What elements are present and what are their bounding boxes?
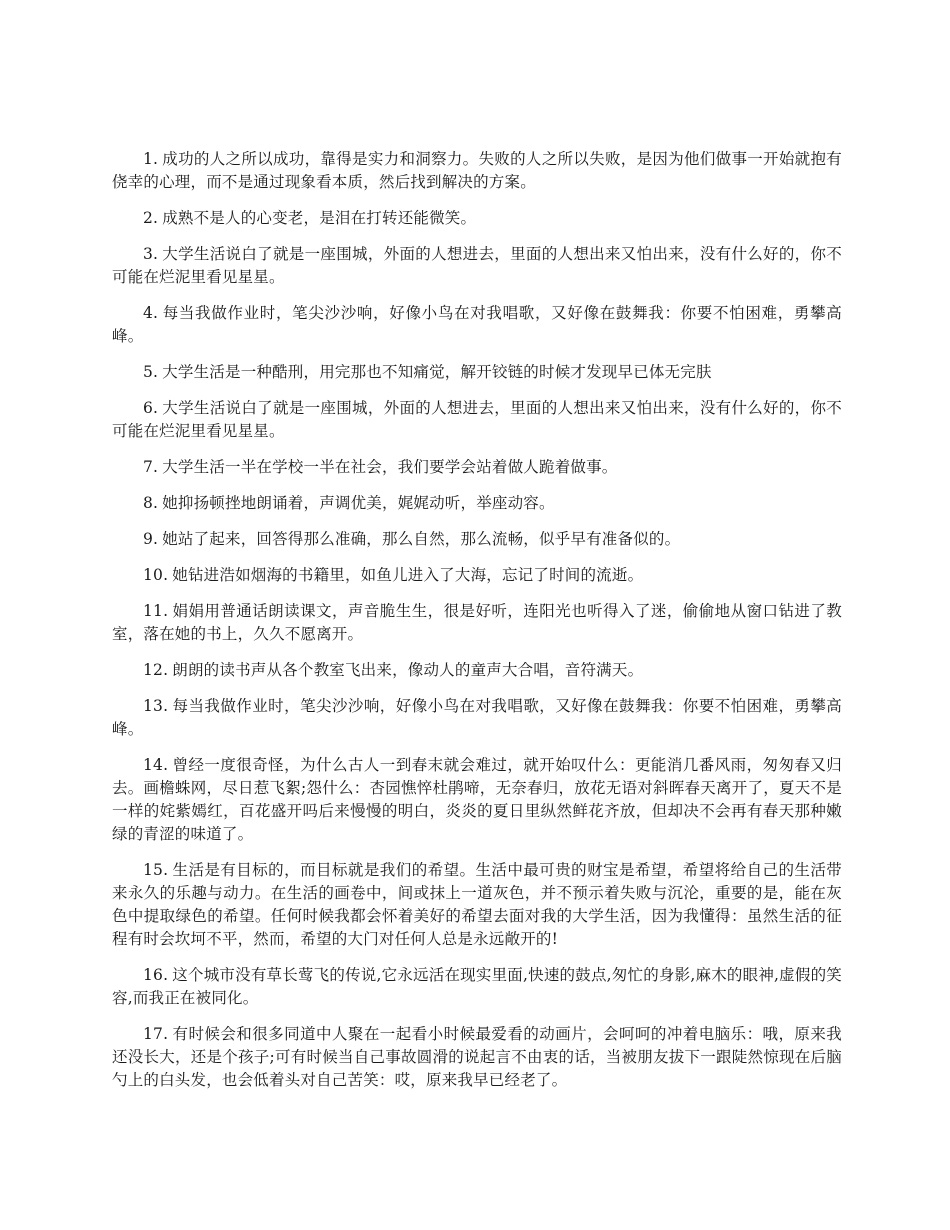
paragraph-text: 她站了起来，回答得那么准确，那么自然，那么流畅，似乎早有准备似的。: [162, 530, 681, 548]
paragraph-10: [112, 564, 842, 587]
paragraph-text: 朗朗的读书声从各个教室飞出来，像动人的童声大合唱，音符满天。: [172, 661, 644, 679]
paragraph-number: 16.: [143, 966, 169, 984]
paragraph-text: 每当我做作业时，笔尖沙沙响，好像小鸟在对我唱歌，又好像在鼓舞我：你要不怕困难，勇攀高峰。: [112, 304, 842, 345]
paragraph-6: [112, 397, 842, 443]
paragraph-number: 4.: [143, 304, 159, 322]
paragraph-text: 成熟不是人的心变老，是泪在打转还能微笑。: [162, 209, 477, 227]
paragraph-number: 11.: [143, 602, 169, 620]
paragraph-text: 曾经一度很奇怪，为什么古人一到春末就会难过，就开始叹什么：更能消几番风雨，匆匆春又归去。画檐蛛网，尽日惹飞絮;怨什么：杏园憔悴杜鹃啼，无奈春归，放花无语对斜晖春天离开了，夏天不是一样的姹紫嫣红，百花盛开吗后来慢慢的明白，炎炎的夏日里纵然鲜花齐放，但却决不会再有春天那种嫩绿的青涩的味道了。: [112, 756, 842, 843]
paragraph-17: [112, 1023, 842, 1092]
paragraph-15: [112, 859, 842, 951]
paragraph-text: 生活是有目标的，而目标就是我们的希望。生活中最可贵的财宝是希望，希望将给自己的生活带来永久的乐趣与动力。在生活的画卷中，间或抹上一道灰色，并不预示着失败与沉沦，重要的是，能在灰色中提取绿色的希望。任何时候我都会怀着美好的希望去面对我的大学生活，因为我懂得：虽然生活的征程有时会坎坷不平，然而，希望的大门对任何人总是永远敞开的!: [112, 861, 842, 948]
paragraph-number: 10.: [143, 566, 169, 584]
paragraph-7: [112, 456, 842, 479]
paragraph-number: 1.: [143, 150, 159, 168]
paragraph-text: 有时候会和很多同道中人聚在一起看小时候最爱看的动画片，会呵呵的冲着电脑乐：哦，原来我还没长大，还是个孩子;可有时候当自己事故圆滑的说起言不由衷的话，当被朋友拔下一跟陡然惊现在后脑勺上的白头发，也会低着头对自己苦笑：哎，原来我早已经老了。: [112, 1025, 842, 1089]
paragraph-3: [112, 243, 842, 289]
paragraph-number: 14.: [143, 756, 169, 774]
paragraph-number: 8.: [143, 494, 159, 512]
paragraph-text: 大学生活说白了就是一座围城，外面的人想进去，里面的人想出来又怕出来，没有什么好的，你不可能在烂泥里看见星星。: [112, 245, 842, 286]
paragraph-text: 大学生活一半在学校一半在社会，我们要学会站着做人跪着做事。: [162, 458, 618, 476]
paragraph-number: 9.: [143, 530, 159, 548]
paragraph-number: 3.: [143, 245, 159, 263]
paragraph-number: 15.: [143, 861, 169, 879]
paragraph-text: 大学生活说白了就是一座围城，外面的人想进去，里面的人想出来又怕出来，没有什么好的，你不可能在烂泥里看见星星。: [112, 399, 842, 440]
paragraph-text: 娟娟用普通话朗读课文，声音脆生生，很是好听，连阳光也听得入了迷，偷偷地从窗口钻进了教室，落在她的书上，久久不愿离开。: [112, 602, 842, 643]
paragraph-11: [112, 600, 842, 646]
paragraph-text: 每当我做作业时，笔尖沙沙响，好像小鸟在对我唱歌，又好像在鼓舞我：你要不怕困难，勇攀高峰。: [112, 697, 842, 738]
paragraph-4: [112, 302, 842, 348]
paragraph-5: [112, 361, 842, 384]
paragraph-1: [112, 148, 842, 194]
paragraph-number: 13.: [143, 697, 169, 715]
paragraph-number: 17.: [143, 1025, 169, 1043]
paragraph-text: 成功的人之所以成功，靠得是实力和洞察力。失败的人之所以失败，是因为他们做事一开始就抱有侥幸的心理，而不是通过现象看本质，然后找到解决的方案。: [112, 150, 842, 191]
paragraph-12: [112, 659, 842, 682]
paragraph-list: [112, 148, 842, 1092]
paragraph-text: 她钻进浩如烟海的书籍里，如鱼儿进入了大海，忘记了时间的流逝。: [172, 566, 644, 584]
paragraph-16: [112, 964, 842, 1010]
paragraph-number: 5.: [143, 363, 159, 381]
paragraph-text: 这个城市没有草长莺飞的传说,它永远活在现实里面,快速的鼓点,匆忙的身影,麻木的眼神,虚假的笑容,而我正在被同化。: [112, 966, 842, 1007]
paragraph-14: [112, 754, 842, 846]
paragraph-2: [112, 207, 842, 230]
paragraph-8: [112, 492, 842, 515]
paragraph-number: 6.: [143, 399, 159, 417]
paragraph-number: 12.: [143, 661, 169, 679]
paragraph-13: [112, 695, 842, 741]
paragraph-text: 她抑扬顿挫地朗诵着，声调优美，娓娓动听，举座动容。: [162, 494, 555, 512]
paragraph-text: 大学生活是一种酷刑，用完那也不知痛觉，解开铰链的时候才发现早已体无完肤: [162, 363, 712, 381]
paragraph-9: [112, 528, 842, 551]
paragraph-number: 2.: [143, 209, 159, 227]
paragraph-number: 7.: [143, 458, 159, 476]
